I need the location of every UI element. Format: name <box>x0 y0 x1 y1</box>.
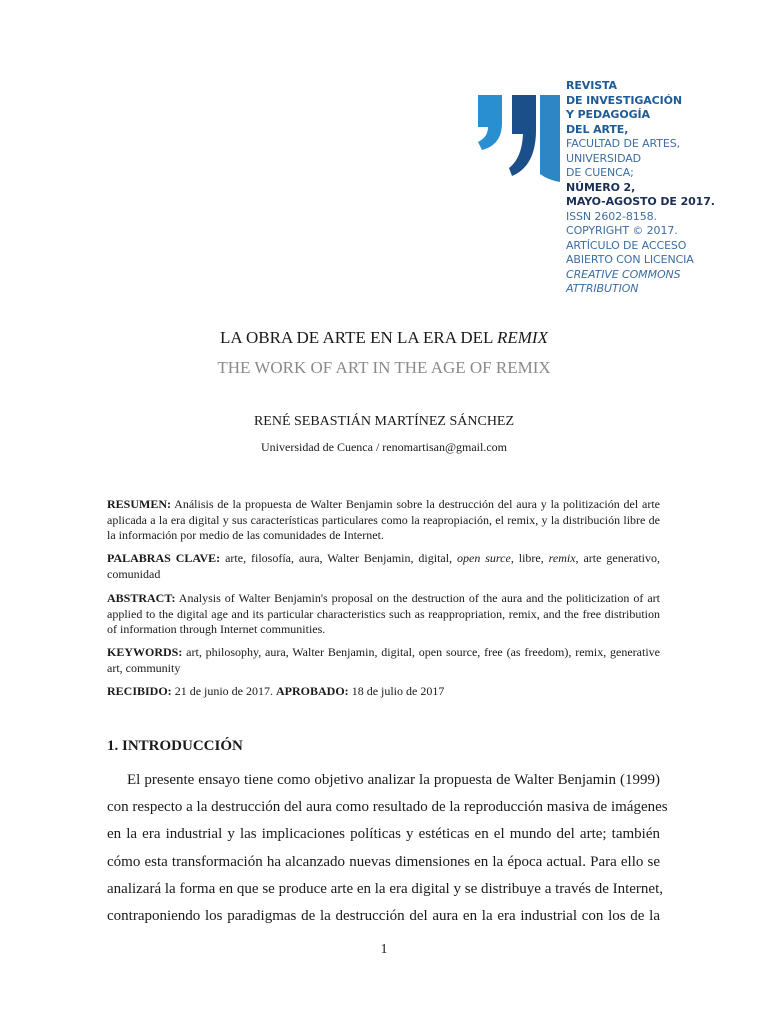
journal-line: DEL ARTE, <box>566 122 629 136</box>
journal-line: ISSN 2602-8158. <box>566 209 657 223</box>
resumen-label: RESUMEN: <box>107 497 172 511</box>
journal-line: REVISTA <box>566 79 617 92</box>
recibido-label: RECIBIDO: <box>107 684 172 698</box>
keywords <box>107 645 660 676</box>
body-line: El presente ensayo tiene como objetivo analizar la propuesta de Walter Benjamin (1999) <box>127 772 660 788</box>
resumen <box>107 497 660 544</box>
journal-line: MAYO-AGOSTO DE 2017. <box>566 195 715 208</box>
keywords-text: art, philosophy, aura, Walter Benjamin, digital, open source, free (as freedom), remix, generative art, community <box>107 645 660 675</box>
journal-line: DE INVESTIGACIÓN <box>566 93 682 107</box>
abstract-label: ABSTRACT: <box>107 591 176 605</box>
article-title-english: THE WORK OF ART IN THE AGE OF REMIX <box>217 358 551 377</box>
journal-info <box>566 79 756 297</box>
body-line: contraponiendo los paradigmas de la destrucción del aura en la era industrial con los de la <box>107 908 660 925</box>
journal-line: CREATIVE COMMONS <box>566 267 681 281</box>
author-name: RENÉ SEBASTIÁN MARTÍNEZ SÁNCHEZ <box>253 414 515 429</box>
palabras-clave <box>107 551 660 582</box>
palabras-italic: remix <box>548 551 576 565</box>
journal-line: DE CUENCA; <box>566 166 634 179</box>
palabras-text: , arte generativo, comunidad <box>107 551 661 581</box>
palabras-text: , libre, <box>510 551 549 565</box>
aprobado-text: 18 de julio de 2017 <box>348 684 445 698</box>
recibido-text: 21 de junio de 2017. <box>171 684 277 698</box>
body-line: analizará la forma en que se produce arte en la era digital y se distribuye a través de Internet, <box>107 880 663 897</box>
aprobado-label: APROBADO: <box>276 684 349 698</box>
journal-line: ARTÍCULO DE ACCESO <box>566 238 687 252</box>
abstract <box>107 591 660 638</box>
article-title <box>0 328 768 348</box>
author-affiliation: Universidad de Cuenca / renomartisan@gmail.com <box>261 440 507 454</box>
page-number: 1 <box>380 942 388 957</box>
journal-line: Y PEDAGOGÍA <box>566 108 650 121</box>
journal-line: FACULTAD DE ARTES, <box>566 137 680 150</box>
journal-line: ABIERTO CON LICENCIA <box>566 253 694 266</box>
keywords-label: KEYWORDS: <box>107 645 183 659</box>
body-line: con respecto a la destrucción del aura como resultado de la reproducción masiva de imágenes <box>107 799 668 816</box>
dates <box>107 684 660 700</box>
journal-line: ATTRIBUTION <box>566 282 639 295</box>
palabras-label: PALABRAS CLAVE: <box>107 551 221 565</box>
palabras-italic: open surce <box>457 551 511 565</box>
abstract-text: Analysis of Walter Benjamin's proposal on the destruction of the aura and the politicization of art applied to the digital age and its particular characteristics such as reappropriation, remix, and the free distribution of information through Internet communities. <box>107 591 660 636</box>
title-italic: REMIX <box>496 328 548 347</box>
section-heading: 1. INTRODUCCIÓN <box>107 738 243 754</box>
body-line: cómo esta transformación ha alcanzado nuevas dimensiones en la época actual. Para ello se <box>107 853 660 870</box>
journal-line: COPYRIGHT © 2017. <box>566 224 678 237</box>
palabras-text: arte, filosofía, aura, Walter Benjamin, digital, <box>220 551 458 565</box>
body-line: en la era industrial y las implicaciones políticas y estéticas en el mundo del arte; también <box>107 826 660 843</box>
section-body <box>107 767 668 930</box>
journal-logo-icon <box>476 90 560 182</box>
journal-line: UNIVERSIDAD <box>566 151 642 165</box>
journal-line: NÚMERO 2, <box>566 180 636 194</box>
resumen-text: Análisis de la propuesta de Walter Benjamin sobre la destrucción del aura y la politización del arte aplicada a la era digital y sus características particulares como la reapropiación, el remix, y la distribución libre de la información por medio de las comunidades de Internet. <box>107 497 660 542</box>
title-text: LA OBRA DE ARTE EN LA ERA DEL <box>220 328 497 347</box>
